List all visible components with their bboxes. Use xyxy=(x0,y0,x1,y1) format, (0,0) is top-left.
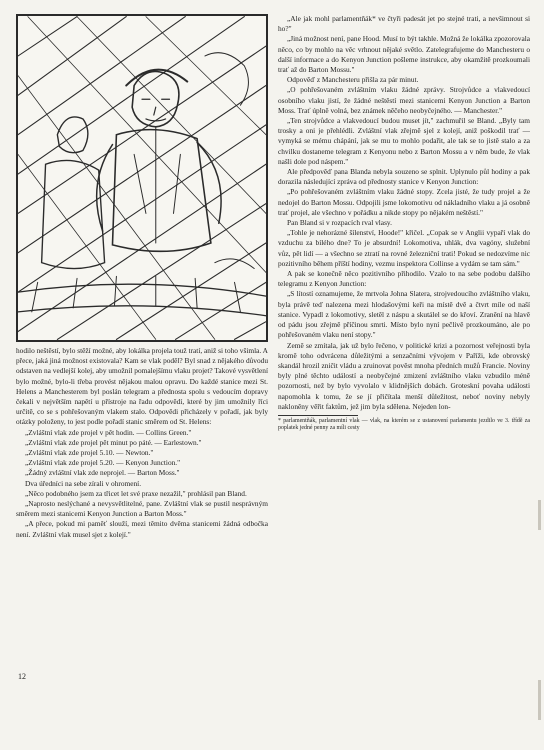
page-number: 12 xyxy=(18,672,26,681)
paragraph: „Ten strojvůdce a vlakvedoucí budou muset jít," zachmuřil se Bland. „Byly tam trosky a oni je přehlédli. Zvláštní vlak zřejmě sjel z kolejí, aniž poškodil trať — vymyká se mému chápání, jak se mu to mohlo podařit, ale tak se to jistě stalo a za chvilku dostaneme telegram z Kenyonu nebo z Barton Mossu a v něm bude, že vlak našli dole pod náspem." xyxy=(278,116,530,166)
illustration xyxy=(16,14,268,342)
paragraph: „Něco podobného jsem za třicet let své praxe nezažil," prohlásil pan Bland. xyxy=(25,488,247,498)
paragraph: Odpověď z Manchesteru přišla za pár minut. xyxy=(287,75,419,85)
paragraph: Země se zmítala, jak už bylo řečeno, v politické krizi a pozornost veřejnosti byla kromě toho odvrácena důležitými a senzačními vývojem v Paříži, kde obrovský skandál hrozil zničit vládu a zruinovat pověst mnoha předních mužů Francie. Noviny byly plné těchto událostí a neobyčejné zmizení zvláštního vlaku vzbudilo méně pozornosti, než by bylo vyvolalo v klidnějších dobách. Groteskní povaha události napomohla k tomu, že se jí přičítala menší důležitost, neboť noviny nebyly nakloněny věřit faktům, jež jim byla sdělena. Nejeden lon- xyxy=(278,340,530,411)
sketch-drawing xyxy=(18,16,266,340)
paragraph: „A přece, pokud mi paměť slouží, mezi těmito dvěma stanicemi žádná odbočka není. Zvláštní vlak musel sjet z kolejí." xyxy=(16,519,268,539)
paragraph: „Tohle je nehorázné šílenství, Hoode!" křičel. „Copak se v Anglii vypaří vlak do vzduchu za bílého dne? To je absurdní! Lokomotiva, uhlák, dva vagóny, služební vůz, pět lidí — a všechno se ztratí na rovné železniční trati! Pokud se nedozvíme nic pozitivního během příští hodiny, vezmu inspektora Collinse a vydám se tam sám." xyxy=(278,228,530,268)
paragraph: Dva úředníci na sebe zírali v ohromení. xyxy=(25,478,142,488)
paragraph: hodilo neštěstí, bylo stěží možné, aby lokálka projela touž tratí, aniž si toho všimla. A přece, jaká jiná možnost existovala? Kam se vlak poděl? Byl snad z nějakého důvodu odstaven na vedlejší kolej, aby umožnil pomalejšímu vlaku projet? Takové vysvětlení bylo možné, bylo-li třeba provést nějakou malou opravu. Do každé stanice mezi St. Helens a Manchesterem byl poslán telegram a přednosta spolu s vedoucím dopravy čekali v největším napětí u přístroje na řadu odpovědí, které by jim umožnily říci určitě, co se s pohřešovaným vlakem stalo. Odpovědi přicházely v pořadí, jak byly otázky položeny, to jest podle pořadí stanic směrem od St. Helens: xyxy=(16,346,268,427)
page-edge-mark xyxy=(538,680,541,720)
paragraph: „Jiná možnost není, pane Hood. Musí to být takhle. Možná že lokálka zpozorovala něco, co by mohlo na věc vrhnout nějaké světlo. Zatelegrafujeme do Manchesteru o další informace a do Kenyon Junction pošleme instrukce, aby okamžitě prozkoumali trať až do Barton Mossu." xyxy=(278,34,530,75)
paragraph: „Zvláštní vlak zde projel 5.20. — Kenyon Junction." xyxy=(25,458,181,468)
paragraph: „O pohřešovaném zvláštním vlaku žádné zprávy. Strojvůdce a vlakvedoucí osobního vlaku jistí, že žádné neštěstí mezi stanicemi Kenyon Junction a Barton Moss. Trať úplně volná, bez známek něčeho neobyčejného. — Manchester." xyxy=(278,85,530,115)
left-column xyxy=(16,346,268,540)
footnote-divider xyxy=(278,415,358,416)
footnote: * parlamentňák, parlamentní vlak — vlak, na kterém se z ustanovení parlamentu jezdilo ve 3. třídě za poplatek jedné penny za míli cesty xyxy=(278,417,530,432)
paragraph: „Zvláštní vlak zde projel v pět hodin. — Collins Green." xyxy=(25,427,192,437)
paragraph: „Žádný zvláštní vlak zde neprojel. — Barton Moss." xyxy=(25,468,180,478)
paragraph: Pan Bland si v rozpacích rval vlasy. xyxy=(287,218,392,228)
paragraph: „Zvláštní vlak zde projel 5.10. — Newton." xyxy=(25,448,154,458)
paragraph: „Naprosto neslýchané a nevysvětlitelné, pane. Zvláštní vlak se pustil nesprávným směrem mezi stanicemi Kenyon Junction a Barton Moss." xyxy=(16,499,268,519)
right-column xyxy=(278,14,530,433)
paragraph: „Zvláštní vlak zde projel pět minut po páté. — Earlestown." xyxy=(25,437,202,447)
paragraph: „S lítostí oznamujeme, že mrtvola Johna Slatera, strojvedoucího zvláštního vlaku, byla právě teď nalezena mezi hlodašovými keři na místě dvě a čtvrt míle od naší stanice. Vypadl z lokomotivy, sletěl z náspu a skutálel se do křoví. Zranění na hlavě od pádu jsou zřejmě příčinou smrti. Místo bylo nyní pečlivě prozkoumáno, ale po pohřešovaném vlaku není stopy." xyxy=(278,289,530,340)
paragraph: A pak se konečně něco pozitivního přihodilo. Vzalo to na sebe podobu dalšího telegramu z Kenyon Junction: xyxy=(278,269,530,289)
page-edge-mark xyxy=(538,500,541,530)
paragraph: „Po pohřešovaném zvláštním vlaku žádné stopy. Zcela jisté, že tudy projel a že nedojel do Barton Mossu. Odpojili jsme lokomotivu od nákladního vlaku a já osobně trať projel, ale všechno v pořádku a nikde stopy po nějakém neštěstí." xyxy=(278,187,530,217)
paragraph: Ale předpověď pana Blanda nebyla souzeno se splnit. Uplynulo půl hodiny a pak dorazila následující zpráva od přednosty stanice v Kenyon Junction: xyxy=(278,167,530,187)
paragraph: „Ale jak mohl parlamentňák* ve čtyři padesát jet po stejné trati, a nevšimnout si ho?" xyxy=(278,14,530,34)
